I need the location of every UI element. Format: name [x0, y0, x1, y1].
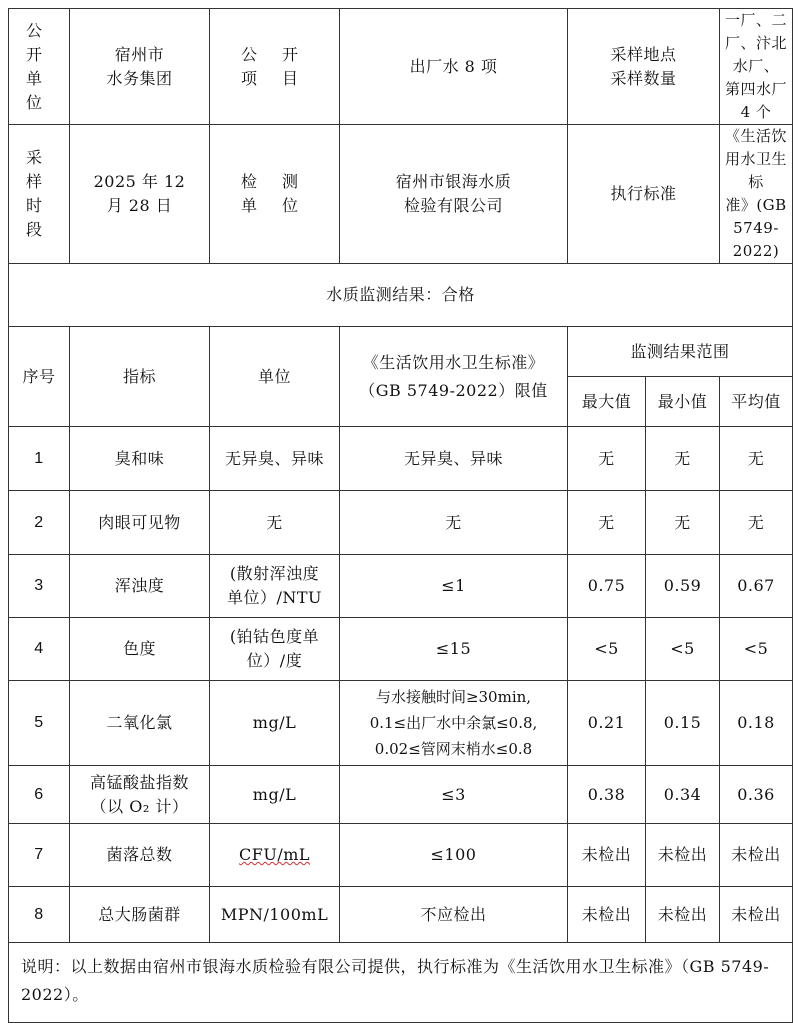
- row-limit: ≤100: [340, 824, 568, 887]
- row-unit: (铂钴色度单 位）/度: [210, 618, 340, 681]
- row-min: 0.15: [646, 681, 720, 766]
- row-avg: 0.67: [720, 555, 793, 618]
- row-indicator: 高锰酸盐指数 （以 O₂ 计）: [70, 766, 210, 824]
- project-label: 公 开 项 目: [210, 9, 340, 125]
- row-min: 未检出: [646, 824, 720, 887]
- row-seq: 5: [9, 681, 70, 766]
- row-unit: CFU/mL: [210, 824, 340, 887]
- period-value: 2025 年 12 月 28 日: [70, 125, 210, 264]
- row-min: 未检出: [646, 887, 720, 943]
- table-row: [9, 427, 793, 491]
- row-seq: 3: [9, 555, 70, 618]
- period-label: 采 样 时 段: [9, 125, 70, 264]
- row-limit: ≤15: [340, 618, 568, 681]
- unit-label: 公 开 单 位: [9, 9, 70, 125]
- row-min: 0.59: [646, 555, 720, 618]
- table-row: [9, 618, 793, 681]
- row-indicator: 肉眼可见物: [70, 491, 210, 555]
- row-limit: 不应检出: [340, 887, 568, 943]
- header-avg: 平均值: [720, 377, 793, 427]
- row-max: <5: [568, 618, 646, 681]
- table-row: [9, 491, 793, 555]
- row-seq: 6: [9, 766, 70, 824]
- row-avg: 无: [720, 491, 793, 555]
- row-avg: 未检出: [720, 887, 793, 943]
- site-label: 采样地点 采样数量: [568, 9, 720, 125]
- row-limit: ≤3: [340, 766, 568, 824]
- note-row: [9, 943, 793, 1023]
- header-limit: 《生活饮用水卫生标准》 （GB 5749-2022）限值: [340, 327, 568, 427]
- water-quality-table: [8, 8, 793, 1023]
- table-row: [9, 766, 793, 824]
- note-text: 说明：以上数据由宿州市银海水质检验有限公司提供，执行标准为《生活饮用水卫生标准》（GB 5749-2022）。: [9, 943, 793, 1023]
- table-row: [9, 824, 793, 887]
- row-indicator: 二氧化氯: [70, 681, 210, 766]
- standard-label: 执行标准: [568, 125, 720, 264]
- unit-value: 宿州市 水务集团: [70, 9, 210, 125]
- meta-row-2: [9, 125, 793, 264]
- row-unit: mg/L: [210, 681, 340, 766]
- row-unit: MPN/100mL: [210, 887, 340, 943]
- row-indicator: 臭和味: [70, 427, 210, 491]
- row-max: 0.21: [568, 681, 646, 766]
- row-min: <5: [646, 618, 720, 681]
- table-row: [9, 681, 793, 766]
- row-avg: 无: [720, 427, 793, 491]
- project-value: 出厂水 8 项: [340, 9, 568, 125]
- header-row-1: [9, 327, 793, 377]
- row-avg: <5: [720, 618, 793, 681]
- header-seq: 序号: [9, 327, 70, 427]
- row-max: 0.75: [568, 555, 646, 618]
- header-indicator: 指标: [70, 327, 210, 427]
- row-unit: 无异臭、异味: [210, 427, 340, 491]
- header-min: 最小值: [646, 377, 720, 427]
- row-seq: 7: [9, 824, 70, 887]
- row-avg: 0.36: [720, 766, 793, 824]
- row-min: 无: [646, 427, 720, 491]
- row-unit: (散射浑浊度 单位）/NTU: [210, 555, 340, 618]
- row-max: 0.38: [568, 766, 646, 824]
- row-indicator: 总大肠菌群: [70, 887, 210, 943]
- header-unit: 单位: [210, 327, 340, 427]
- lab-value: 宿州市银海水质 检验有限公司: [340, 125, 568, 264]
- header-range: 监测结果范围: [568, 327, 793, 377]
- row-seq: 1: [9, 427, 70, 491]
- lab-label: 检 测 单 位: [210, 125, 340, 264]
- row-limit: 与水接触时间≥30min, 0.1≤出厂水中余氯≤0.8, 0.02≤管网末梢水≤0.8: [340, 681, 568, 766]
- row-max: 未检出: [568, 824, 646, 887]
- row-min: 0.34: [646, 766, 720, 824]
- row-seq: 2: [9, 491, 70, 555]
- row-indicator: 色度: [70, 618, 210, 681]
- standard-value: 《生活饮用水卫生标 准》(GB 5749-2022): [720, 125, 793, 264]
- meta-row-1: [9, 9, 793, 125]
- row-unit: 无: [210, 491, 340, 555]
- row-limit: ≤1: [340, 555, 568, 618]
- result-line: 水质监测结果：合格: [9, 264, 793, 327]
- table-row: [9, 555, 793, 618]
- row-avg: 0.18: [720, 681, 793, 766]
- site-value: 一厂、二厂、汴北水厂、 第四水厂 4 个: [720, 9, 793, 125]
- row-limit: 无: [340, 491, 568, 555]
- row-limit: 无异臭、异味: [340, 427, 568, 491]
- row-max: 未检出: [568, 887, 646, 943]
- row-indicator: 菌落总数: [70, 824, 210, 887]
- result-row: [9, 264, 793, 327]
- row-indicator: 浑浊度: [70, 555, 210, 618]
- row-avg: 未检出: [720, 824, 793, 887]
- row-unit: mg/L: [210, 766, 340, 824]
- header-max: 最大值: [568, 377, 646, 427]
- row-min: 无: [646, 491, 720, 555]
- row-max: 无: [568, 427, 646, 491]
- row-seq: 8: [9, 887, 70, 943]
- row-seq: 4: [9, 618, 70, 681]
- row-max: 无: [568, 491, 646, 555]
